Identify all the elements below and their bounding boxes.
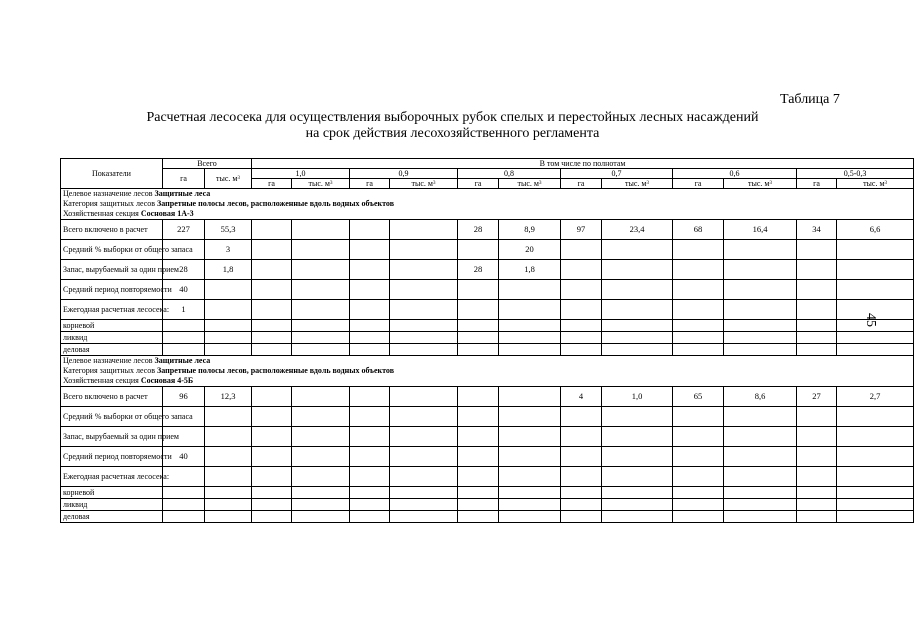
row-label: Средний период повторяемости bbox=[61, 447, 163, 467]
row-label: Средний период повторяемости bbox=[61, 280, 163, 300]
table-cell bbox=[390, 511, 458, 523]
table-cell: 23,4 bbox=[602, 220, 673, 240]
header-total-thous-m3: тыс. $м^3$ bbox=[205, 169, 252, 189]
table-cell bbox=[252, 427, 292, 447]
table-cell bbox=[252, 407, 292, 427]
table-cell bbox=[499, 499, 561, 511]
table-cell bbox=[797, 511, 837, 523]
section-category-value: Запретные полосы лесов, расположенные вдоль водных объектов bbox=[157, 199, 395, 208]
table-cell bbox=[390, 427, 458, 447]
table-cell bbox=[252, 499, 292, 511]
table-cell bbox=[797, 407, 837, 427]
header-density-5: 0,5-0,3 bbox=[797, 169, 914, 179]
table-cell bbox=[837, 280, 914, 300]
table-cell bbox=[837, 260, 914, 280]
header-indicators: Показатели bbox=[61, 159, 163, 189]
table-cell bbox=[673, 487, 724, 499]
table-row bbox=[61, 427, 914, 447]
table-cell bbox=[797, 447, 837, 467]
table-cell bbox=[458, 487, 499, 499]
table-cell bbox=[205, 280, 252, 300]
header-by-density: В том числе по полнотам bbox=[252, 159, 914, 169]
header-density-0: 1,0 bbox=[252, 169, 350, 179]
section-info bbox=[61, 356, 914, 387]
table-cell bbox=[602, 344, 673, 356]
section-purpose-label: Целевое назначение лесов bbox=[63, 189, 155, 198]
table-cell bbox=[458, 280, 499, 300]
table-cell bbox=[724, 260, 797, 280]
table-cell bbox=[724, 240, 797, 260]
table-cell bbox=[252, 320, 292, 332]
table-cell bbox=[292, 487, 350, 499]
table-cell bbox=[724, 344, 797, 356]
table-cell bbox=[602, 511, 673, 523]
table-cell bbox=[292, 240, 350, 260]
section-purpose-value: Защитные леса bbox=[154, 189, 211, 198]
table-cell: 28 bbox=[458, 220, 499, 240]
table-cell bbox=[252, 467, 292, 487]
table-cell bbox=[673, 467, 724, 487]
table-cell bbox=[602, 407, 673, 427]
row-label: ликвид bbox=[61, 499, 163, 511]
table-cell bbox=[602, 499, 673, 511]
row-label: Ежегодная расчетная лесосека: bbox=[61, 467, 163, 487]
table-cell bbox=[797, 280, 837, 300]
table-cell bbox=[837, 499, 914, 511]
table-cell bbox=[673, 447, 724, 467]
table-cell: 28 bbox=[458, 260, 499, 280]
table-cell: 1,8 bbox=[205, 260, 252, 280]
table-cell bbox=[292, 320, 350, 332]
table-cell bbox=[458, 320, 499, 332]
table-cell bbox=[458, 344, 499, 356]
table-cell bbox=[252, 220, 292, 240]
table-cell bbox=[561, 467, 602, 487]
table-cell bbox=[292, 447, 350, 467]
table-cell bbox=[205, 499, 252, 511]
table-cell bbox=[458, 240, 499, 260]
table-cell bbox=[458, 332, 499, 344]
table-cell: 20 bbox=[499, 240, 561, 260]
table-cell bbox=[350, 280, 390, 300]
table-cell bbox=[499, 300, 561, 320]
table-cell bbox=[561, 260, 602, 280]
row-label: деловая bbox=[61, 511, 163, 523]
header-density-ha: га bbox=[458, 179, 499, 189]
table-row bbox=[61, 332, 914, 344]
table-cell bbox=[292, 300, 350, 320]
table-cell bbox=[797, 467, 837, 487]
table-cell: 1,0 bbox=[602, 387, 673, 407]
table-cell bbox=[292, 280, 350, 300]
table-row bbox=[61, 487, 914, 499]
table-cell: 96 bbox=[163, 387, 205, 407]
table-cell bbox=[458, 511, 499, 523]
table-cell bbox=[724, 280, 797, 300]
table-cell: 227 bbox=[163, 220, 205, 240]
table-cell bbox=[350, 260, 390, 280]
table-cell bbox=[837, 407, 914, 427]
table-cell bbox=[252, 260, 292, 280]
table-row bbox=[61, 320, 914, 332]
table-cell bbox=[673, 511, 724, 523]
table-cell bbox=[499, 427, 561, 447]
row-label: корневой bbox=[61, 320, 163, 332]
header-density-ha: га bbox=[350, 179, 390, 189]
table-cell bbox=[205, 427, 252, 447]
table-cell bbox=[724, 447, 797, 467]
table-row bbox=[61, 280, 914, 300]
table-cell bbox=[673, 240, 724, 260]
table-cell bbox=[499, 407, 561, 427]
table-cell bbox=[724, 332, 797, 344]
section-category-label: Категория защитных лесов bbox=[63, 366, 158, 375]
table-cell bbox=[350, 387, 390, 407]
table-cell bbox=[350, 407, 390, 427]
row-label: Всего включено в расчет bbox=[61, 220, 163, 240]
table-cell: 8,6 bbox=[724, 387, 797, 407]
table-cell bbox=[292, 344, 350, 356]
table-row bbox=[61, 260, 914, 280]
section-purpose-value: Защитные леса bbox=[154, 356, 211, 365]
table-cell bbox=[163, 344, 205, 356]
table-cell bbox=[350, 300, 390, 320]
table-row bbox=[61, 344, 914, 356]
table-cell bbox=[390, 260, 458, 280]
table-cell bbox=[252, 344, 292, 356]
table-cell: 55,3 bbox=[205, 220, 252, 240]
section-category-label: Категория защитных лесов bbox=[63, 199, 158, 208]
table-cell bbox=[561, 487, 602, 499]
section-unit-label: Хозяйственная секция bbox=[63, 376, 141, 385]
table-cell bbox=[350, 344, 390, 356]
table-cell: 6,6 bbox=[837, 220, 914, 240]
table-cell bbox=[561, 240, 602, 260]
header-density-ha: га bbox=[561, 179, 602, 189]
table-cell bbox=[837, 300, 914, 320]
table-cell bbox=[797, 320, 837, 332]
table-cell: 1 bbox=[163, 300, 205, 320]
table-cell bbox=[350, 499, 390, 511]
table-cell bbox=[602, 332, 673, 344]
table-cell bbox=[163, 499, 205, 511]
table-cell bbox=[602, 487, 673, 499]
row-label: Ежегодная расчетная лесосека: bbox=[61, 300, 163, 320]
table-cell bbox=[163, 320, 205, 332]
table-cell bbox=[837, 427, 914, 447]
table-cell bbox=[837, 487, 914, 499]
table-cell bbox=[205, 487, 252, 499]
table-cell bbox=[602, 427, 673, 447]
table-cell bbox=[561, 300, 602, 320]
table-cell bbox=[673, 300, 724, 320]
table-cell bbox=[390, 240, 458, 260]
table-cell bbox=[797, 332, 837, 344]
table-cell bbox=[837, 467, 914, 487]
table-cell bbox=[390, 332, 458, 344]
table-cell bbox=[390, 220, 458, 240]
table-cell bbox=[499, 447, 561, 467]
table-row bbox=[61, 467, 914, 487]
table-cell bbox=[724, 320, 797, 332]
page-number: 45 bbox=[863, 313, 878, 327]
header-density-thous-m3: тыс. $м^3$ bbox=[837, 179, 914, 189]
table-cell bbox=[724, 467, 797, 487]
table-cell bbox=[724, 300, 797, 320]
table-cell bbox=[205, 467, 252, 487]
table-cell bbox=[602, 467, 673, 487]
table-cell bbox=[499, 320, 561, 332]
table-cell bbox=[292, 427, 350, 447]
table-cell: 27 bbox=[797, 387, 837, 407]
table-cell bbox=[724, 407, 797, 427]
table-cell bbox=[252, 511, 292, 523]
header-total: Всего bbox=[163, 159, 252, 169]
table-cell bbox=[292, 407, 350, 427]
section-unit-value: Сосновая 1А-3 bbox=[140, 209, 194, 218]
table-cell bbox=[350, 487, 390, 499]
table-cell: 34 bbox=[797, 220, 837, 240]
table-cell: 16,4 bbox=[724, 220, 797, 240]
table-cell bbox=[390, 467, 458, 487]
table-cell bbox=[350, 511, 390, 523]
table-cell bbox=[673, 407, 724, 427]
table-row bbox=[61, 407, 914, 427]
table-cell bbox=[602, 320, 673, 332]
table-cell bbox=[561, 320, 602, 332]
table-cell bbox=[797, 427, 837, 447]
table-cell bbox=[458, 300, 499, 320]
table-cell bbox=[499, 280, 561, 300]
table-row bbox=[61, 499, 914, 511]
row-label: Всего включено в расчет bbox=[61, 387, 163, 407]
row-label: ликвид bbox=[61, 332, 163, 344]
table-cell bbox=[252, 240, 292, 260]
table-cell bbox=[561, 344, 602, 356]
table-cell bbox=[390, 344, 458, 356]
header-density-thous-m3: тыс. $м^3$ bbox=[292, 179, 350, 189]
table-cell bbox=[673, 260, 724, 280]
header-density-2: 0,8 bbox=[458, 169, 561, 179]
table-cell bbox=[350, 427, 390, 447]
table-cell bbox=[458, 467, 499, 487]
table-cell bbox=[252, 300, 292, 320]
table-cell bbox=[205, 511, 252, 523]
table-row bbox=[61, 387, 914, 407]
table-cell bbox=[673, 332, 724, 344]
header-density-3: 0,7 bbox=[561, 169, 673, 179]
table-cell bbox=[837, 447, 914, 467]
table-cell: 12,3 bbox=[205, 387, 252, 407]
header-density-thous-m3: тыс. $м^3$ bbox=[602, 179, 673, 189]
table-cell bbox=[163, 511, 205, 523]
table-cell bbox=[673, 499, 724, 511]
table-title: Расчетная лесосека для осуществления выборочных рубок спелых и перестойных лесных насаждений bbox=[146, 110, 759, 125]
table-cell: 2,7 bbox=[837, 387, 914, 407]
section-purpose-label: Целевое назначение лесов bbox=[63, 356, 155, 365]
table-cell bbox=[350, 447, 390, 467]
table-cell bbox=[390, 487, 458, 499]
table-cell bbox=[499, 487, 561, 499]
table-cell bbox=[458, 447, 499, 467]
table-cell: 68 bbox=[673, 220, 724, 240]
table-cell bbox=[724, 487, 797, 499]
row-label: Запас, вырубаемый за один прием bbox=[61, 260, 163, 280]
table-cell bbox=[499, 467, 561, 487]
table-cell bbox=[561, 332, 602, 344]
table-cell bbox=[390, 499, 458, 511]
table-cell bbox=[252, 280, 292, 300]
table-subtitle: на срок действия лесохозяйственного регламента bbox=[305, 126, 600, 141]
table-cell bbox=[350, 220, 390, 240]
table-cell bbox=[205, 344, 252, 356]
table-row bbox=[61, 300, 914, 320]
table-cell: 3 bbox=[205, 240, 252, 260]
table-row bbox=[61, 220, 914, 240]
table-cell bbox=[292, 387, 350, 407]
header-density-ha: га bbox=[252, 179, 292, 189]
table-cell bbox=[252, 332, 292, 344]
table-cell bbox=[797, 300, 837, 320]
table-cell bbox=[561, 280, 602, 300]
table-cell bbox=[837, 344, 914, 356]
table-cell bbox=[390, 280, 458, 300]
row-label: корневой bbox=[61, 487, 163, 499]
header-density-thous-m3: тыс. $м^3$ bbox=[724, 179, 797, 189]
table-cell bbox=[797, 240, 837, 260]
header-density-4: 0,6 bbox=[673, 169, 797, 179]
table-cell bbox=[724, 427, 797, 447]
table-cell bbox=[561, 407, 602, 427]
row-label: Запас, вырубаемый за один прием bbox=[61, 427, 163, 447]
table-cell: 8,9 bbox=[499, 220, 561, 240]
table-cell bbox=[837, 240, 914, 260]
table-cell bbox=[724, 499, 797, 511]
table-cell bbox=[390, 447, 458, 467]
table-cell bbox=[673, 344, 724, 356]
table-cell bbox=[499, 387, 561, 407]
table-cell bbox=[797, 487, 837, 499]
table-cell: 28 bbox=[163, 260, 205, 280]
table-cell bbox=[499, 344, 561, 356]
table-cell bbox=[350, 332, 390, 344]
table-cell bbox=[673, 280, 724, 300]
table-cell bbox=[205, 320, 252, 332]
table-cell bbox=[797, 499, 837, 511]
table-cell bbox=[673, 320, 724, 332]
header-density-thous-m3: тыс. $м^3$ bbox=[390, 179, 458, 189]
table-cell bbox=[458, 499, 499, 511]
table-cell bbox=[292, 467, 350, 487]
table-cell bbox=[797, 344, 837, 356]
table-cell bbox=[350, 467, 390, 487]
table-cell bbox=[252, 447, 292, 467]
table-cell bbox=[797, 260, 837, 280]
table-cell bbox=[205, 407, 252, 427]
header-density-thous-m3: тыс. $м^3$ bbox=[499, 179, 561, 189]
table-cell bbox=[390, 320, 458, 332]
table-cell bbox=[837, 320, 914, 332]
table-cell bbox=[350, 320, 390, 332]
table-cell bbox=[837, 511, 914, 523]
table-cell bbox=[499, 332, 561, 344]
section-unit-value: Сосновая 4-5Б bbox=[140, 376, 194, 385]
table-cell bbox=[390, 387, 458, 407]
table-cell bbox=[602, 447, 673, 467]
section-category-value: Запретные полосы лесов, расположенные вдоль водных объектов bbox=[157, 366, 395, 375]
table-cell bbox=[837, 332, 914, 344]
table-cell bbox=[724, 511, 797, 523]
header-density-1: 0,9 bbox=[350, 169, 458, 179]
table-cell: 1,8 bbox=[499, 260, 561, 280]
section-header bbox=[61, 189, 914, 220]
table-cell bbox=[673, 427, 724, 447]
table-cell: 40 bbox=[163, 280, 205, 300]
section-unit-label: Хозяйственная секция bbox=[63, 209, 141, 218]
table-cell bbox=[458, 387, 499, 407]
table-cell bbox=[163, 332, 205, 344]
table-cell bbox=[292, 332, 350, 344]
table-cell bbox=[205, 300, 252, 320]
table-cell bbox=[205, 332, 252, 344]
table-cell bbox=[458, 407, 499, 427]
table-cell bbox=[499, 511, 561, 523]
table-cell bbox=[561, 447, 602, 467]
table-row bbox=[61, 511, 914, 523]
table-cell bbox=[561, 427, 602, 447]
table-cell bbox=[163, 487, 205, 499]
table-cell bbox=[350, 240, 390, 260]
table-cell bbox=[292, 220, 350, 240]
row-label: Средний % выборки от общего запаса bbox=[61, 407, 163, 427]
table-cell bbox=[292, 499, 350, 511]
table-cell bbox=[602, 280, 673, 300]
table-cell bbox=[390, 407, 458, 427]
section-info bbox=[61, 189, 914, 220]
row-label: деловая bbox=[61, 344, 163, 356]
table-cell bbox=[561, 511, 602, 523]
table-number: Таблица 7 bbox=[780, 92, 840, 107]
header-density-ha: га bbox=[797, 179, 837, 189]
table-cell bbox=[458, 427, 499, 447]
table-cell: 97 bbox=[561, 220, 602, 240]
table-cell bbox=[602, 300, 673, 320]
header-total-ha: га bbox=[163, 169, 205, 189]
row-label: Средний % выборки от общего запаса bbox=[61, 240, 163, 260]
table-cell bbox=[252, 487, 292, 499]
header-density-ha: га bbox=[673, 179, 724, 189]
table-cell bbox=[602, 240, 673, 260]
table-cell: 65 bbox=[673, 387, 724, 407]
table-cell bbox=[292, 260, 350, 280]
table-cell bbox=[205, 447, 252, 467]
table-cell: 4 bbox=[561, 387, 602, 407]
table-cell bbox=[292, 511, 350, 523]
table-row bbox=[61, 447, 914, 467]
cutting-area-table bbox=[60, 158, 914, 523]
table-cell bbox=[561, 499, 602, 511]
table-cell bbox=[252, 387, 292, 407]
table-cell bbox=[602, 260, 673, 280]
table-cell bbox=[390, 300, 458, 320]
section-header bbox=[61, 356, 914, 387]
table-row bbox=[61, 240, 914, 260]
table-cell: 40 bbox=[163, 447, 205, 467]
